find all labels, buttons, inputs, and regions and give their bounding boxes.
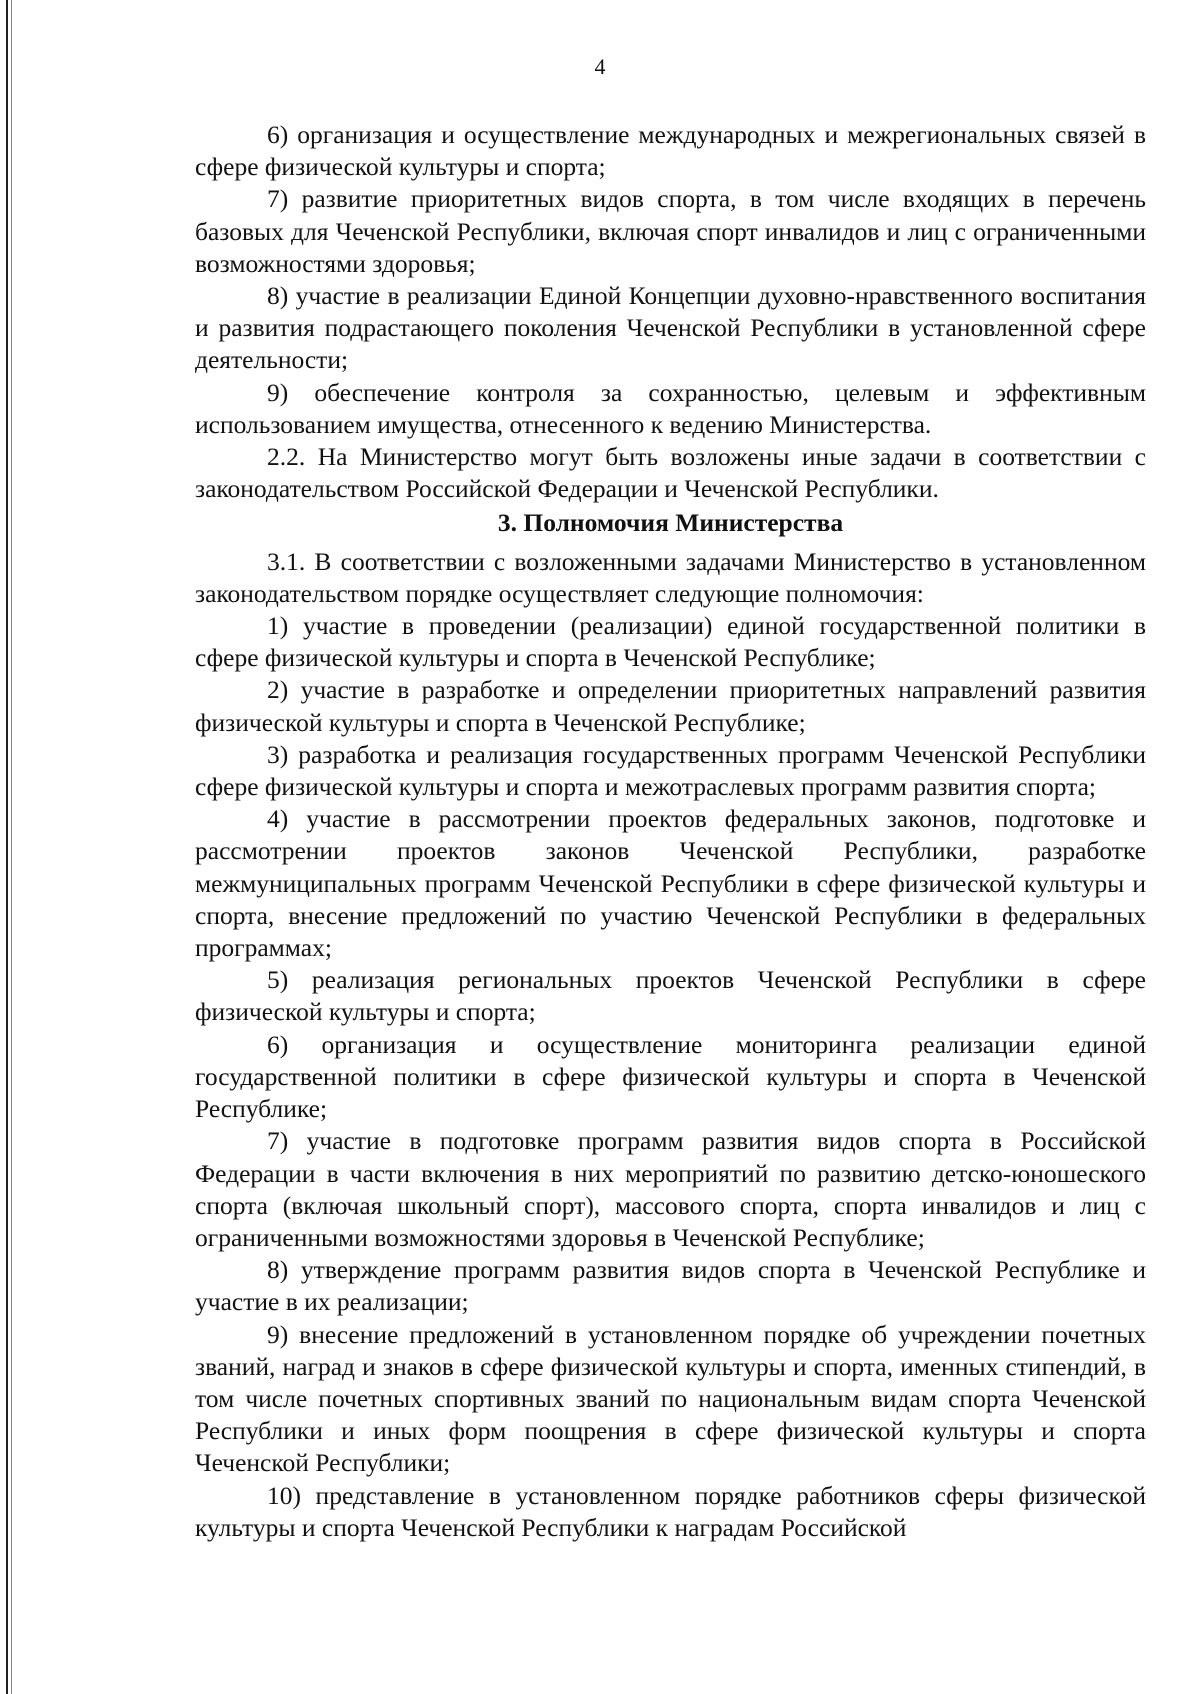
paragraph-power-5: 5) реализация региональных проектов Чеченской Республики в сфере физической культуры и спорта; — [195, 965, 1146, 1027]
page-number: 4 — [594, 54, 606, 79]
paragraph-item-9: 9) обеспечение контроля за сохранностью, целевым и эффективным использованием имущества, отнесенного к ведению Министерства. — [195, 377, 1146, 439]
paragraph-power-1: 1) участие в проведении (реализации) единой государственной политики в сфере физической культуры и спорта в Чеченской Республике; — [195, 611, 1146, 673]
paragraph-power-2: 2) участие в разработке и определении приоритетных направлений развития физической культуры и спорта в Чеченской Республике; — [195, 675, 1146, 737]
document-body — [195, 119, 1146, 1544]
paragraph-item-7: 7) развитие приоритетных видов спорта, в том числе входящих в перечень базовых для Чеченской Республики, включая спорт инвалидов и лиц с ограниченными возможностями здоровья; — [195, 184, 1146, 278]
paragraph-power-7: 7) участие в подготовке программ развития видов спорта в Российской Федерации в части включения в них мероприятий по развитию детско-юношеского спорта (включая школьный спорт), массового спорта, спорта инвалидов и лиц с ограниченными возможностями здоровья в Чеченской Республике; — [195, 1126, 1146, 1252]
scan-edge-line-inner — [11, 0, 12, 1694]
paragraph-clause-3-1: 3.1. В соответствии с возложенными задачами Министерство в установленном законодательством порядке осуществляет следующие полномочия: — [195, 546, 1146, 608]
paragraph-power-3: 3) разработка и реализация государственных программ Чеченской Республики сфере физической культуры и спорта и межотраслевых программ развития спорта; — [195, 739, 1146, 802]
paragraph-power-10: 10) представление в установленном порядке работников сферы физической культуры и спорта Чеченской Республики к наградам Российской — [195, 1480, 1146, 1542]
paragraph-item-8: 8) участие в реализации Единой Концепции духовно-нравственного воспитания и развития подрастающего поколения Чеченской Республики в установленной сфере деятельности; — [195, 281, 1146, 375]
section-heading: 3. Полномочия Министерства — [497, 508, 844, 538]
paragraph-item-6: 6) организация и осуществление международных и межрегиональных связей в сфере физической культуры и спорта; — [195, 120, 1146, 182]
paragraph-power-4: 4) участие в рассмотрении проектов федеральных законов, подготовке и рассмотрении проектов законов Чеченской Республики, разработке межмуниципальных программ Чеченской Республики в сфере физической культуры и спорта, внесение предложений по участию Чеченской Республики в федеральных программах; — [195, 804, 1146, 963]
paragraph-clause-2-2: 2.2. На Министерство могут быть возложены иные задачи в соответствии с законодательством Российской Федерации и Чеченской Республики. — [195, 442, 1146, 504]
paragraph-power-6: 6) организация и осуществление мониторинга реализации единой государственной политики в сфере физической культуры и спорта в Чеченской Республике; — [195, 1029, 1146, 1124]
paragraph-power-9: 9) внесение предложений в установленном порядке об учреждении почетных званий, наград и знаков в сфере физической культуры и спорта, именных стипендий, в том числе почетных спортивных званий по национальным видам спорта Чеченской Республики и иных форм поощрения в сфере физической культуры и спорта Чеченской Республики; — [195, 1319, 1146, 1478]
scan-edge-line — [6, 0, 8, 1694]
paragraph-power-8: 8) утверждение программ развития видов спорта в Чеченской Республике и участие в их реализации; — [195, 1255, 1146, 1317]
